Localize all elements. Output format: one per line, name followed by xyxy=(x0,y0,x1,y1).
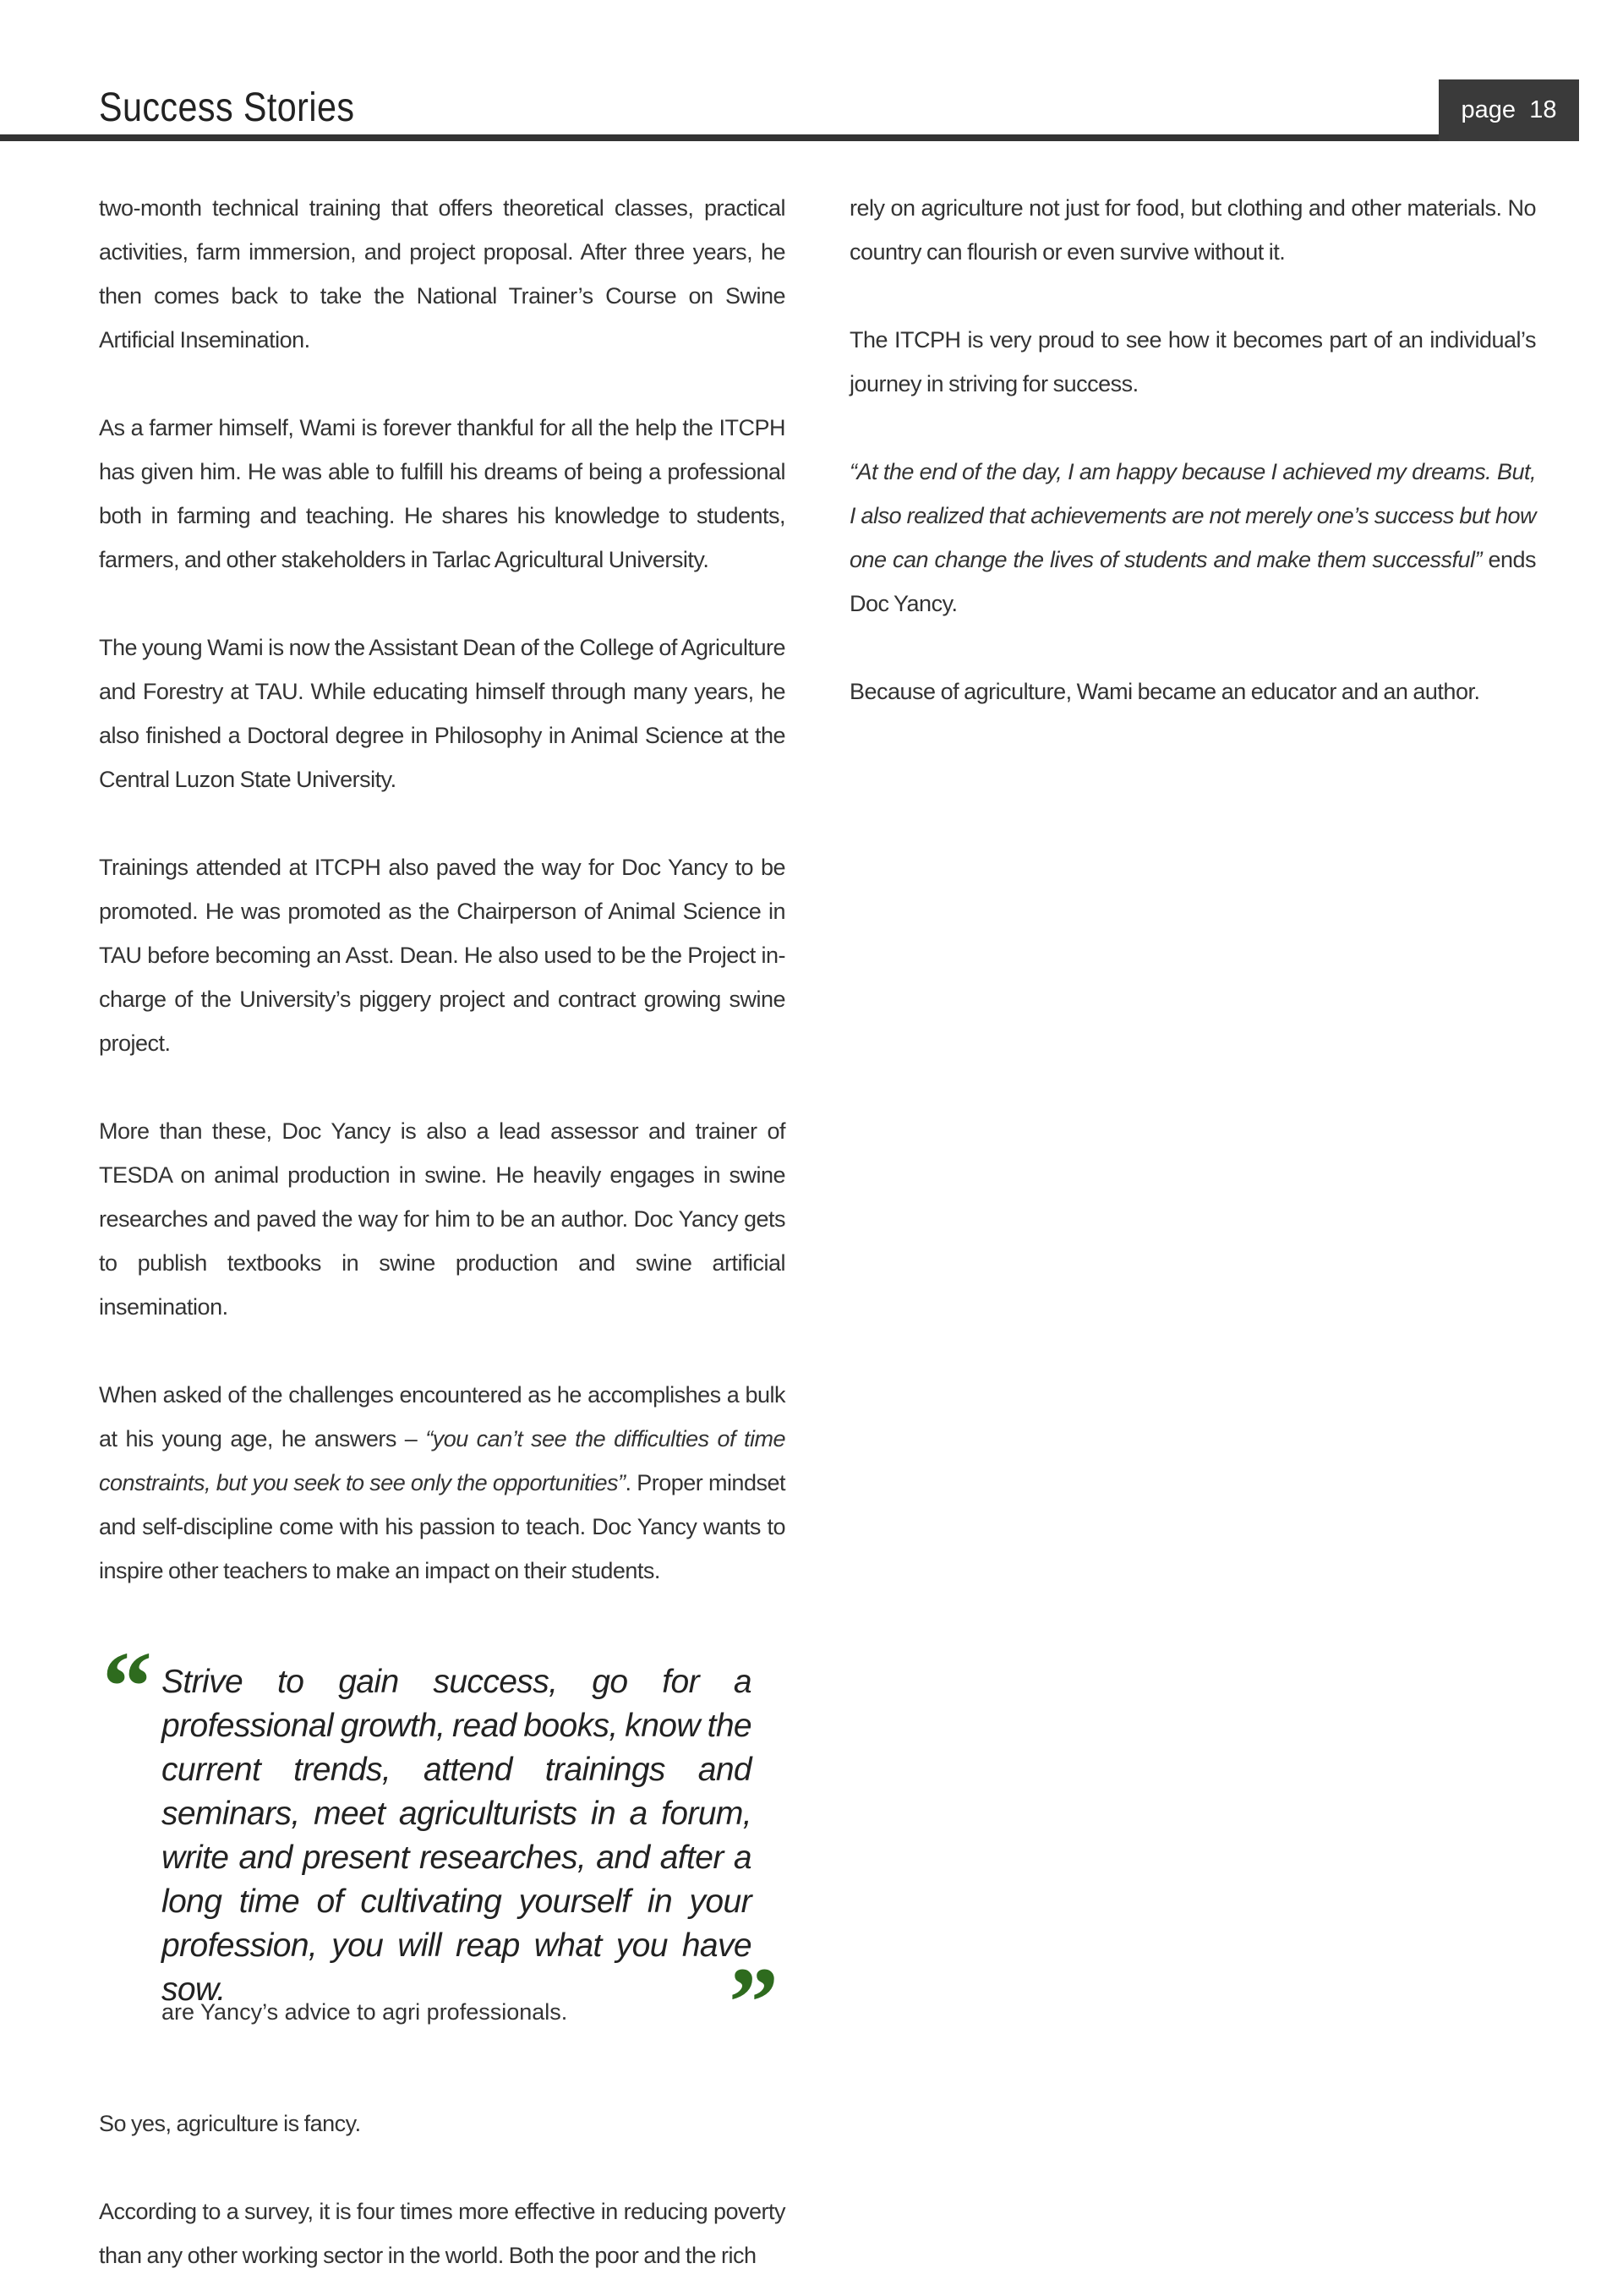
page-label: page xyxy=(1461,96,1516,123)
right-column xyxy=(850,186,1536,713)
open-quote-icon: “ xyxy=(102,1631,152,1741)
close-quote-icon: ” xyxy=(729,1947,779,2058)
paragraph: two-month technical training that offers theoretical classes, practical activities, farm immersion, and project proposal. After three years, he then comes back to take the National Trainer’s Course on Swine Artificial Insemination. xyxy=(99,195,785,353)
closing-quote: “At the end of the day, I am happy because I achieved my dreams. But, I also realized that achievements are not merely one’s success but how one can change the lives of students and make them successful” xyxy=(850,459,1536,572)
paragraph: According to a survey, it is four times more effective in reducing poverty than any other working sector in the world. Both the poor and the rich xyxy=(99,2199,785,2268)
paragraph xyxy=(99,1373,785,1593)
quoted-answer: “you can’t see the difficulties of time constraints, but you seek to see only the opportunities” xyxy=(99,1426,785,1495)
paragraph: Because of agriculture, Wami became an educator and an author. xyxy=(850,679,1480,704)
left-column xyxy=(99,186,785,2277)
header-divider xyxy=(0,134,1579,141)
paragraph: As a farmer himself, Wami is forever thankful for all the help the ITCPH has given him. He was able to fulfill his dreams of being a professional both in farming and teaching. He shares his knowledge to students, farmers, and other stakeholders in Tarlac Agricultural University. xyxy=(99,415,785,572)
paragraph: Trainings attended at ITCPH also paved the way for Doc Yancy to be promoted. He was promoted as the Chairperson of Animal Science in TAU before becoming an Asst. Dean. He also used to be the Project in-charge of the University’s piggery project and contract growing swine project. xyxy=(99,855,785,1056)
paragraph-text: ends Doc Yancy. xyxy=(850,547,1536,616)
pull-quote-text: Strive to gain success, go for a professional growth, read books, know the current trends, attend trainings and seminars, meet agriculturists in a forum, write and present researches, and after a long time of cultivating yourself in your profession, you will reap what you have sow. xyxy=(161,1664,751,2008)
paragraph xyxy=(850,450,1536,626)
pull-quote xyxy=(99,1631,785,2058)
section-title: Success Stories xyxy=(99,85,355,130)
paragraph: The young Wami is now the Assistant Dean of the College of Agriculture and Forestry at TAU. While educating himself through many years, he also finished a Doctoral degree in Philosophy in Animal Science at the Central Luzon State University. xyxy=(99,635,785,792)
paragraph-text: . Proper mindset and self-discipline come with his passion to teach. Doc Yancy wants to inspire other teachers to make an impact on their students. xyxy=(99,1470,785,1583)
page-number: 18 xyxy=(1529,96,1557,123)
paragraph: So yes, agriculture is fancy. xyxy=(99,2111,361,2136)
paragraph: The ITCPH is very proud to see how it becomes part of an individual’s journey in striving for success. xyxy=(850,327,1536,396)
paragraph: rely on agriculture not just for food, but clothing and other materials. No country can flourish or even survive without it. xyxy=(850,195,1536,265)
paragraph: More than these, Doc Yancy is also a lead assessor and trainer of TESDA on animal production in swine. He heavily engages in swine researches and paved the way for him to be an author. Doc Yancy gets to publish textbooks in swine production and swine artificial insemination. xyxy=(99,1118,785,1320)
paragraph-text: When asked of the challenges encountered as he accomplishes a bulk at his young age, he answers – xyxy=(99,1382,785,1451)
page-number-badge xyxy=(1439,79,1579,141)
pull-quote-attribution: are Yancy’s advice to agri professionals. xyxy=(161,1999,568,2025)
